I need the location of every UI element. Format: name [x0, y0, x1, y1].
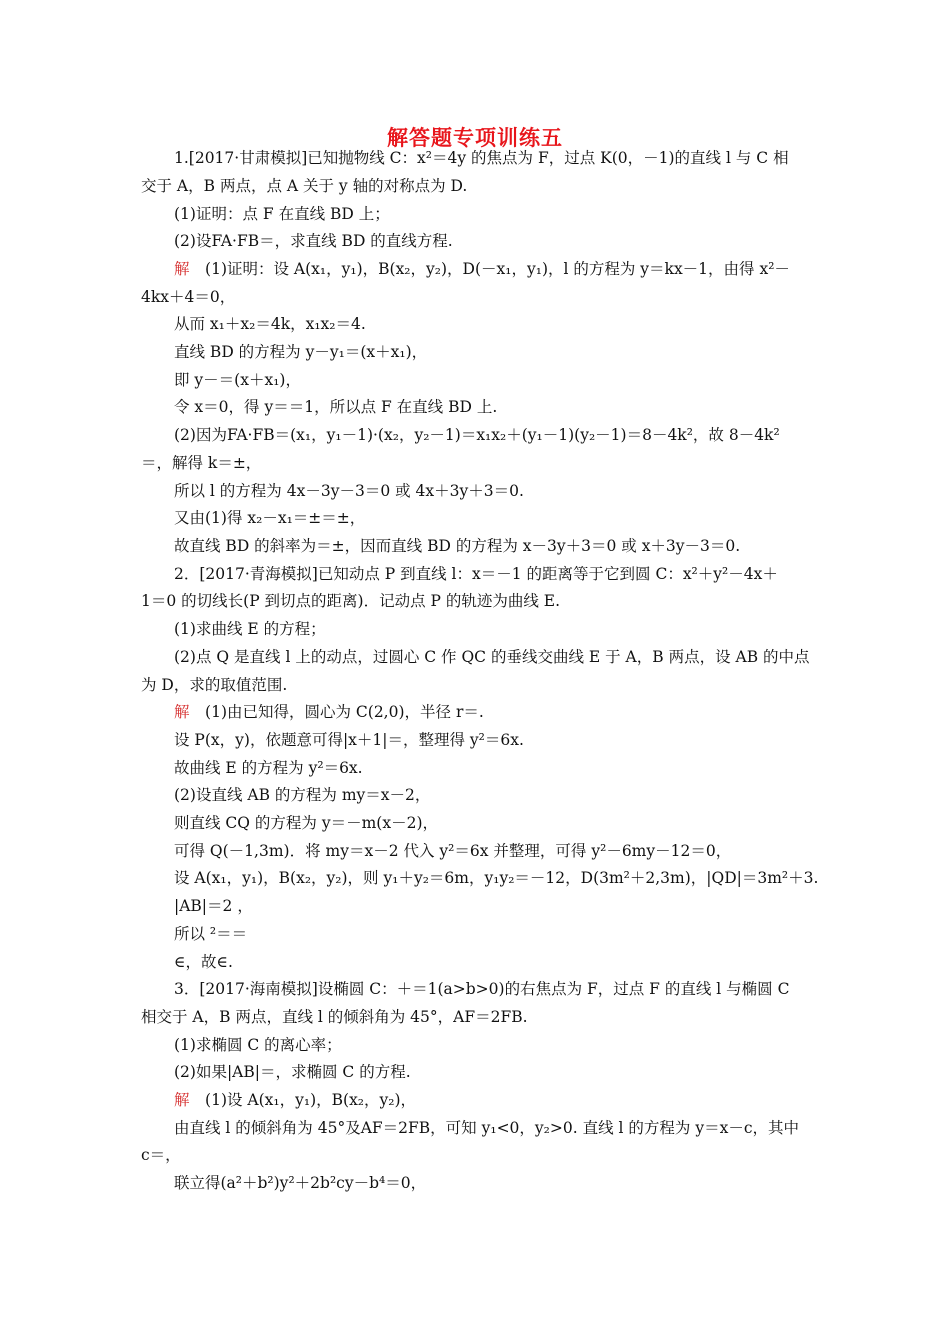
text-line: (1)求曲线 E 的方程； [174, 620, 326, 638]
text-line: (2)因为FA·FB＝(x₁，y₁－1)·(x₂，y₂－1)＝x₁x₂＋(y₁－1)(y₂－1)＝8－4k²，故 8－4k² [174, 426, 780, 444]
text-line: 交于 A，B 两点，点 A 关于 y 轴的对称点为 D. [141, 177, 468, 195]
text-line: ∈，故∈. [174, 953, 233, 971]
text-line: 由直线 l 的倾斜角为 45°及AF＝2FB，可知 y₁<0，y₂>0. 直线 l 的方程为 y＝x－c，其中 [174, 1119, 800, 1137]
text-line: 又由(1)得 x₂－x₁＝±＝±， [174, 509, 366, 527]
text-line: 故曲线 E 的方程为 y²＝6x. [174, 759, 363, 777]
text-line: 所以 ²＝＝ [174, 925, 248, 943]
text-line: (1)证明：点 F 在直线 BD 上； [174, 205, 390, 223]
text-line: 设 A(x₁，y₁)，B(x₂，y₂)，则 y₁＋y₂＝6m，y₁y₂＝－12，D(3m²＋2,3m)，|QD|＝3m²＋3. [174, 869, 819, 887]
solution-label: 解 [174, 703, 190, 721]
text-line: |AB|＝2 ， [174, 897, 253, 915]
solution-label: 解 [174, 260, 190, 278]
text-line: 直线 BD 的方程为 y－y₁＝(x＋x₁)， [174, 343, 428, 361]
text-line: (1)由已知得，圆心为 C(2,0)，半径 r＝. [205, 703, 484, 721]
text-line: 则直线 CQ 的方程为 y＝－m(x－2)， [174, 814, 439, 832]
text-line: c＝， [141, 1146, 181, 1164]
text-line: ＝，解得 k＝±， [141, 454, 262, 472]
text-line: (1)设 A(x₁，y₁)，B(x₂，y₂)， [205, 1091, 417, 1109]
solution-line [174, 259, 790, 279]
text-line: 1.[2017·甘肃模拟]已知抛物线 C：x²＝4y 的焦点为 F，过点 K(0，－1)的直线 l 与 C 相 [174, 149, 789, 167]
text-line: 为 D，求的取值范围. [141, 676, 288, 694]
text-line: 所以 l 的方程为 4x－3y－3＝0 或 4x＋3y＋3＝0. [174, 482, 524, 500]
text-line: 可得 Q(－1,3m)．将 my＝x－2 代入 y²＝6x 并整理，可得 y²－6my－12＝0， [174, 842, 732, 860]
text-line: 联立得(a²＋b²)y²＋2b²cy－b⁴＝0， [174, 1174, 427, 1192]
text-line: 故直线 BD 的斜率为＝±，因而直线 BD 的方程为 x－3y＋3＝0 或 x＋3y－3＝0. [174, 537, 741, 555]
text-line: 从而 x₁＋x₂＝4k，x₁x₂＝4. [174, 315, 366, 333]
text-line: 2．[2017·青海模拟]已知动点 P 到直线 l：x＝－1 的距离等于它到圆 C：x²＋y²－4x＋ [174, 565, 778, 583]
page-title: 解答题专项训练五 [387, 126, 563, 150]
solution-label: 解 [174, 1091, 190, 1109]
text-line: 1＝0 的切线长(P 到切点的距离)．记动点 P 的轨迹为曲线 E. [141, 592, 561, 610]
text-line: 即 y－＝(x＋x₁)， [174, 371, 301, 389]
text-line: (2)点 Q 是直线 l 上的动点，过圆心 C 作 QC 的垂线交曲线 E 于 A，B 两点，设 AB 的中点 [174, 648, 810, 666]
text-line: (1)证明：设 A(x₁，y₁)，B(x₂，y₂)，D(－x₁，y₁)，l 的方程为 y＝kx－1，由得 x²－ [205, 260, 790, 278]
text-line: 4kx＋4＝0， [141, 288, 236, 306]
solution-line [174, 702, 484, 722]
solution-line [174, 1090, 416, 1110]
text-line: 令 x＝0，得 y＝＝1，所以点 F 在直线 BD 上. [174, 398, 498, 416]
text-line: (1)求椭圆 C 的离心率； [174, 1036, 342, 1054]
text-line: (2)如果|AB|＝，求椭圆 C 的方程. [174, 1063, 411, 1081]
text-line: 相交于 A，B 两点，直线 l 的倾斜角为 45°，AF＝2FB. [141, 1008, 528, 1026]
text-line: (2)设FA·FB＝，求直线 BD 的直线方程. [174, 232, 453, 250]
text-line: (2)设直线 AB 的方程为 my＝x－2， [174, 786, 431, 804]
text-line: 设 P(x，y)，依题意可得|x＋1|＝，整理得 y²＝6x. [174, 731, 524, 749]
text-line: 3．[2017·海南模拟]设椭圆 C：＋＝1(a>b>0)的右焦点为 F，过点 F 的直线 l 与椭圆 C [174, 980, 790, 998]
